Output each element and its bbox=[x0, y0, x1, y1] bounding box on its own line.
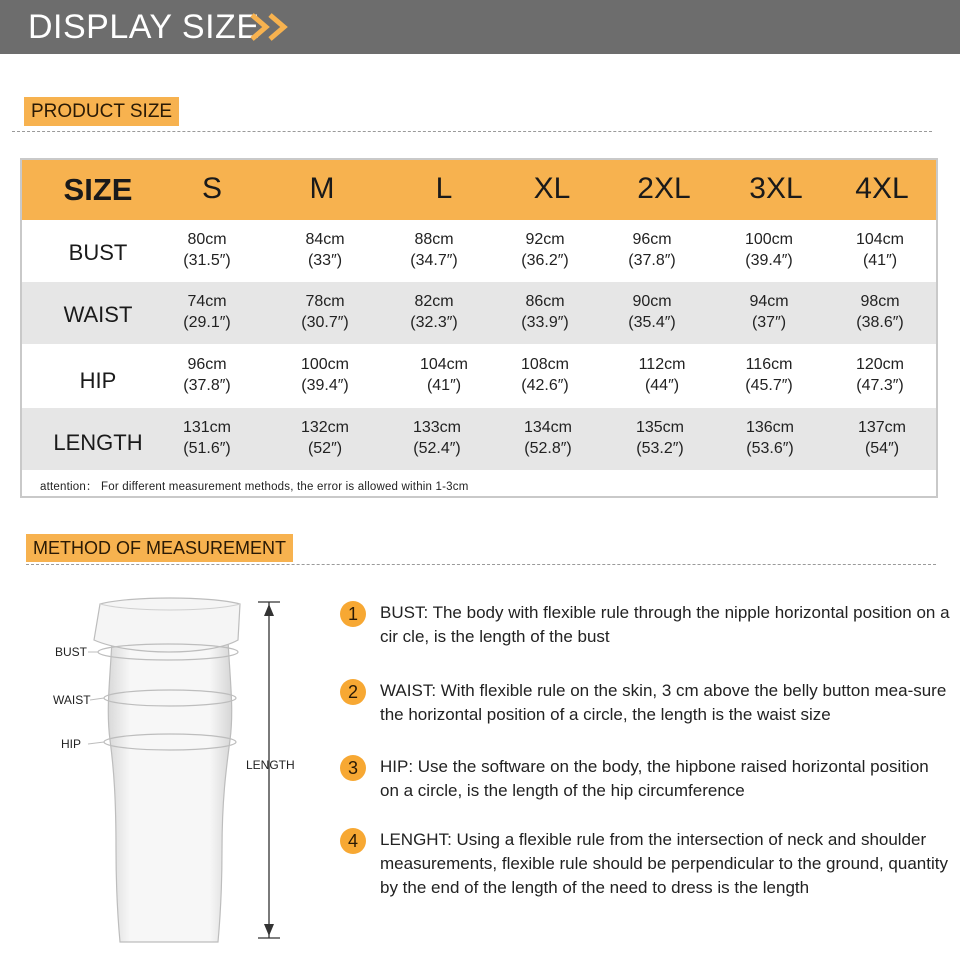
size-table-header bbox=[22, 160, 936, 220]
header-3xl: 3XL bbox=[749, 172, 803, 205]
value-cell: 133cm (52.4″) bbox=[412, 419, 462, 457]
double-chevron-right-icon bbox=[250, 13, 294, 41]
value-cell: 84cm (33″) bbox=[305, 231, 345, 269]
value-cell: 80cm (31.5″) bbox=[183, 231, 231, 269]
value-cell: 92cm (36.2″) bbox=[521, 231, 569, 269]
value-cell: 135cm (53.2″) bbox=[635, 419, 685, 457]
value-cell: 131cm (51.6″) bbox=[182, 419, 232, 457]
value-cell: 132cm (52″) bbox=[300, 419, 350, 457]
dress-measurement-figure bbox=[40, 590, 310, 950]
measure-step-bust bbox=[340, 601, 950, 661]
row-label-bust: BUST bbox=[68, 240, 128, 265]
value-cell: 112cm (44″) bbox=[638, 356, 686, 394]
step-number-badge: 1 bbox=[340, 601, 366, 627]
step-text: WAIST: With flexible rule on the skin, 3 cm above the belly button mea-sure the horizontal position of a circle, the length is the waist size bbox=[380, 681, 947, 724]
row-label-hip: HIP bbox=[79, 368, 117, 393]
table-row-waist bbox=[22, 282, 936, 344]
value-cell: 96cm (37.8″) bbox=[183, 356, 231, 394]
row-label-waist: WAIST bbox=[63, 302, 133, 327]
step-number-badge: 4 bbox=[340, 828, 366, 854]
step-number-badge: 2 bbox=[340, 679, 366, 705]
table-row-hip bbox=[22, 344, 936, 408]
header-size: SIZE bbox=[63, 172, 133, 207]
figure-label-hip: HIP bbox=[61, 737, 82, 751]
section-divider bbox=[12, 131, 932, 132]
method-of-measurement-label: METHOD OF MEASUREMENT bbox=[26, 534, 293, 562]
figure-label-waist: WAIST bbox=[53, 693, 91, 707]
value-cell: 88cm (34.7″) bbox=[410, 231, 458, 269]
step-number-badge: 3 bbox=[340, 755, 366, 781]
header-4xl: 4XL bbox=[855, 172, 909, 205]
value-cell: 78cm (30.7″) bbox=[301, 293, 349, 331]
table-row-length bbox=[22, 408, 936, 470]
step-text: HIP: Use the software on the body, the hipbone raised horizontal position on a circle, is the length of the hip circumference bbox=[380, 757, 929, 800]
value-cell: 90cm (35.4″) bbox=[628, 293, 676, 331]
value-cell: 104cm (41″) bbox=[419, 356, 469, 394]
value-cell: 108cm (42.6″) bbox=[520, 356, 570, 394]
header-m: M bbox=[309, 172, 335, 205]
value-cell: 100cm (39.4″) bbox=[300, 356, 350, 394]
page-title: DISPLAY SIZE bbox=[28, 8, 260, 46]
value-cell: 94cm (37″) bbox=[749, 293, 789, 331]
section-divider bbox=[26, 564, 936, 565]
value-cell: 136cm (53.6″) bbox=[745, 419, 795, 457]
size-table bbox=[20, 158, 938, 498]
figure-label-bust: BUST bbox=[55, 645, 88, 659]
header-xl: XL bbox=[533, 172, 571, 205]
header-l: L bbox=[435, 172, 453, 205]
value-cell: 96cm (37.8″) bbox=[628, 231, 676, 269]
value-cell: 104cm (41″) bbox=[855, 231, 905, 269]
row-label-length: LENGTH bbox=[53, 430, 143, 455]
value-cell: 98cm (38.6″) bbox=[856, 293, 904, 331]
figure-label-length: LENGTH bbox=[246, 758, 295, 772]
header-s: S bbox=[201, 172, 222, 205]
header-2xl: 2XL bbox=[637, 172, 691, 205]
value-cell: 137cm (54″) bbox=[857, 419, 907, 457]
measure-step-waist bbox=[340, 679, 950, 739]
step-text: LENGHT: Using a flexible rule from the intersection of neck and shoulder measurements, flexible rule should be perpendicular to the ground, quantity by the end of the length of the need to dress is the length bbox=[380, 830, 948, 897]
table-row-bust bbox=[22, 220, 936, 282]
step-text: BUST: The body with flexible rule through the nipple horizontal position on a cir cle, is the length of the bust bbox=[380, 603, 950, 646]
value-cell: 86cm (33.9″) bbox=[521, 293, 569, 331]
measure-step-length bbox=[340, 828, 950, 912]
value-cell: 100cm (39.4″) bbox=[744, 231, 794, 269]
display-size-header bbox=[0, 0, 960, 54]
value-cell: 120cm (47.3″) bbox=[855, 356, 905, 394]
measure-step-hip bbox=[340, 755, 950, 815]
value-cell: 74cm (29.1″) bbox=[183, 293, 231, 331]
value-cell: 82cm (32.3″) bbox=[410, 293, 458, 331]
attention-note: attention： For different measurement methods, the error is allowed within 1-3cm bbox=[40, 481, 469, 493]
value-cell: 134cm (52.8″) bbox=[523, 419, 573, 457]
value-cell: 116cm (45.7″) bbox=[745, 356, 793, 394]
product-size-label: PRODUCT SIZE bbox=[24, 97, 179, 126]
